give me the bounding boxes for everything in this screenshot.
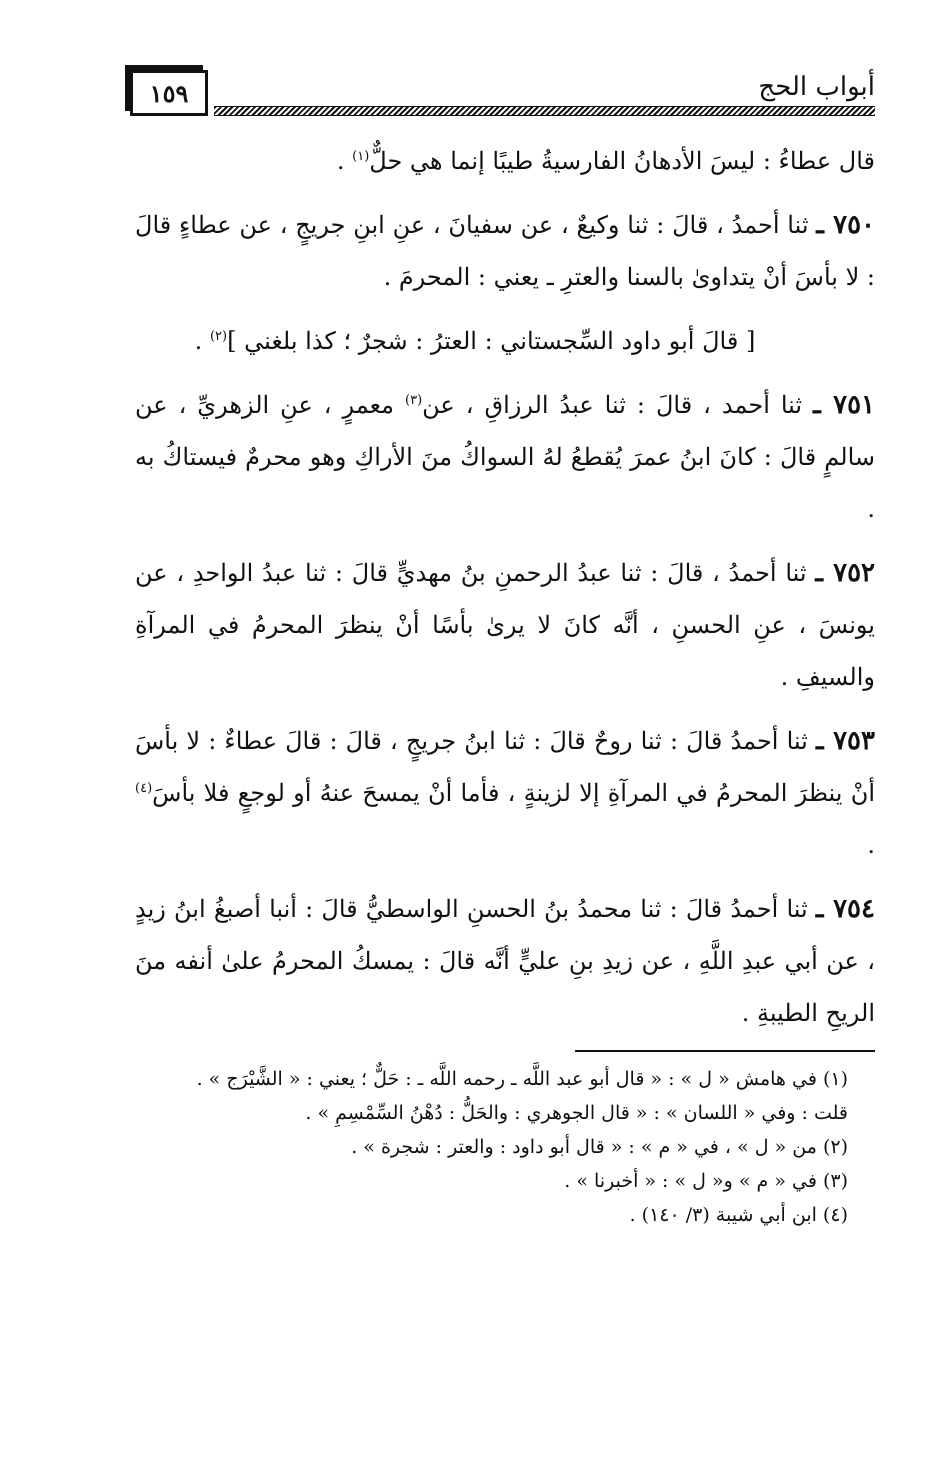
running-title: أبواب الحج <box>758 72 875 102</box>
paragraph-754: ٧٥٤ ـ ثنا أحمدُ قالَ : ثنا محمدُ بنُ الحسنِ الواسطيُّ قالَ : أنبا أصبغُ ابنُ زيدٍ ، عن أبي عبدِ اللَّهِ ، عن زيدِ بنِ عليٍّ أنَّه قالَ : يمسكُ المحرمُ علىٰ أنفه منَ الريحِ الطيبةِ . <box>135 894 875 1027</box>
footnote-separator <box>575 1050 875 1052</box>
footnote-ref: (٤) <box>135 781 153 796</box>
main-text <box>135 135 875 1039</box>
page-number: ١٥٩ <box>149 78 189 108</box>
paragraph-bracket-note: [ قالَ أبو داود السِّجستاني : العترُ : شجرٌ ؛ كذا بلغني ]$^{(٢)}$ . <box>194 327 756 355</box>
hadith-number: ٧٥٠ ـ <box>816 210 876 240</box>
footnote-1: (١) في هامش « ل » : « قال أبو عبد اللَّه ـ رحمه اللَّه ـ : حَلٌّ ؛ يعني : « الشَّيْرَج » . <box>196 1068 848 1090</box>
hadith-number: ٧٥٤ ـ <box>815 894 875 924</box>
paragraph-751: ٧٥١ ـ ثنا أحمد ، قالَ : ثنا عبدُ الرزاقِ ، عن$^{(٣)}$ معمرٍ ، عنِ الزهريِّ ، عن سالمٍ قالَ : كانَ ابنُ عمرَ يُقطعُ لهُ السواكُ منَ الأراكِ وهو محرمٌ فيستاكُ به . <box>135 390 876 523</box>
hadith-number: ٧٥١ ـ <box>813 390 876 420</box>
paragraph-intro: قال عطاءُ : ليسَ الأدهانُ الفارسيةُ طيبًا إنما هي حلٌّ$^{(١)}$ . <box>336 147 875 175</box>
page-header <box>130 62 875 122</box>
footnote-ref: (٢) <box>209 329 228 344</box>
footnote-2: (٢) من « ل » ، في « م » : « قال أبو داود : والعتر : شجرة » . <box>351 1136 848 1158</box>
header-rule <box>214 106 875 116</box>
footnote-ref: (٣) <box>405 393 423 408</box>
footnote-ref: (١) <box>352 149 370 164</box>
footnote-4: (٤) ابن أبي شيبة (٣/ ١٤٠) . <box>629 1204 848 1226</box>
page-number-box <box>130 70 208 116</box>
hadith-number: ٧٥٢ ـ <box>815 558 876 588</box>
paragraph-750: ٧٥٠ ـ ثنا أحمدُ ، قالَ : ثنا وكيعٌ ، عن سفيانَ ، عنِ ابنِ جريجٍ ، عن عطاءٍ قالَ : لا بأسَ أنْ يتداوىٰ بالسنا والعترِ ـ يعني : المحرمَ . <box>135 210 876 291</box>
paragraph-753: ٧٥٣ ـ ثنا أحمدُ قالَ : ثنا روحٌ قالَ : ثنا ابنُ جريجٍ ، قالَ : قالَ عطاءٌ : لا بأسَ أنْ ينظرَ المحرمُ في المرآةِ إلا لزينةٍ ، فأما أنْ يمسحَ عنهُ أو لوجعٍ فلا بأسَ$^{(٤)}$ . <box>135 726 875 859</box>
hadith-number: ٧٥٣ ـ <box>815 726 875 756</box>
footnote-1-note: قلت : وفي « اللسان » : « قال الجوهري : والحَلُّ : دُهْنُ السِّمْسِمِ » . <box>305 1102 848 1124</box>
footnote-3: (٣) في « م » و« ل » : « أخبرنا » . <box>564 1170 848 1192</box>
paragraph-752: ٧٥٢ ـ ثنا أحمدُ ، قالَ : ثنا عبدُ الرحمنِ بنُ مهديٍّ قالَ : ثنا عبدُ الواحدِ ، عن يونسَ ، عنِ الحسنِ ، أنَّه كانَ لا يرىٰ بأسًا أنْ ينظرَ المحرمُ في المرآةِ والسيفِ . <box>135 558 876 691</box>
footnotes <box>148 1062 848 1232</box>
